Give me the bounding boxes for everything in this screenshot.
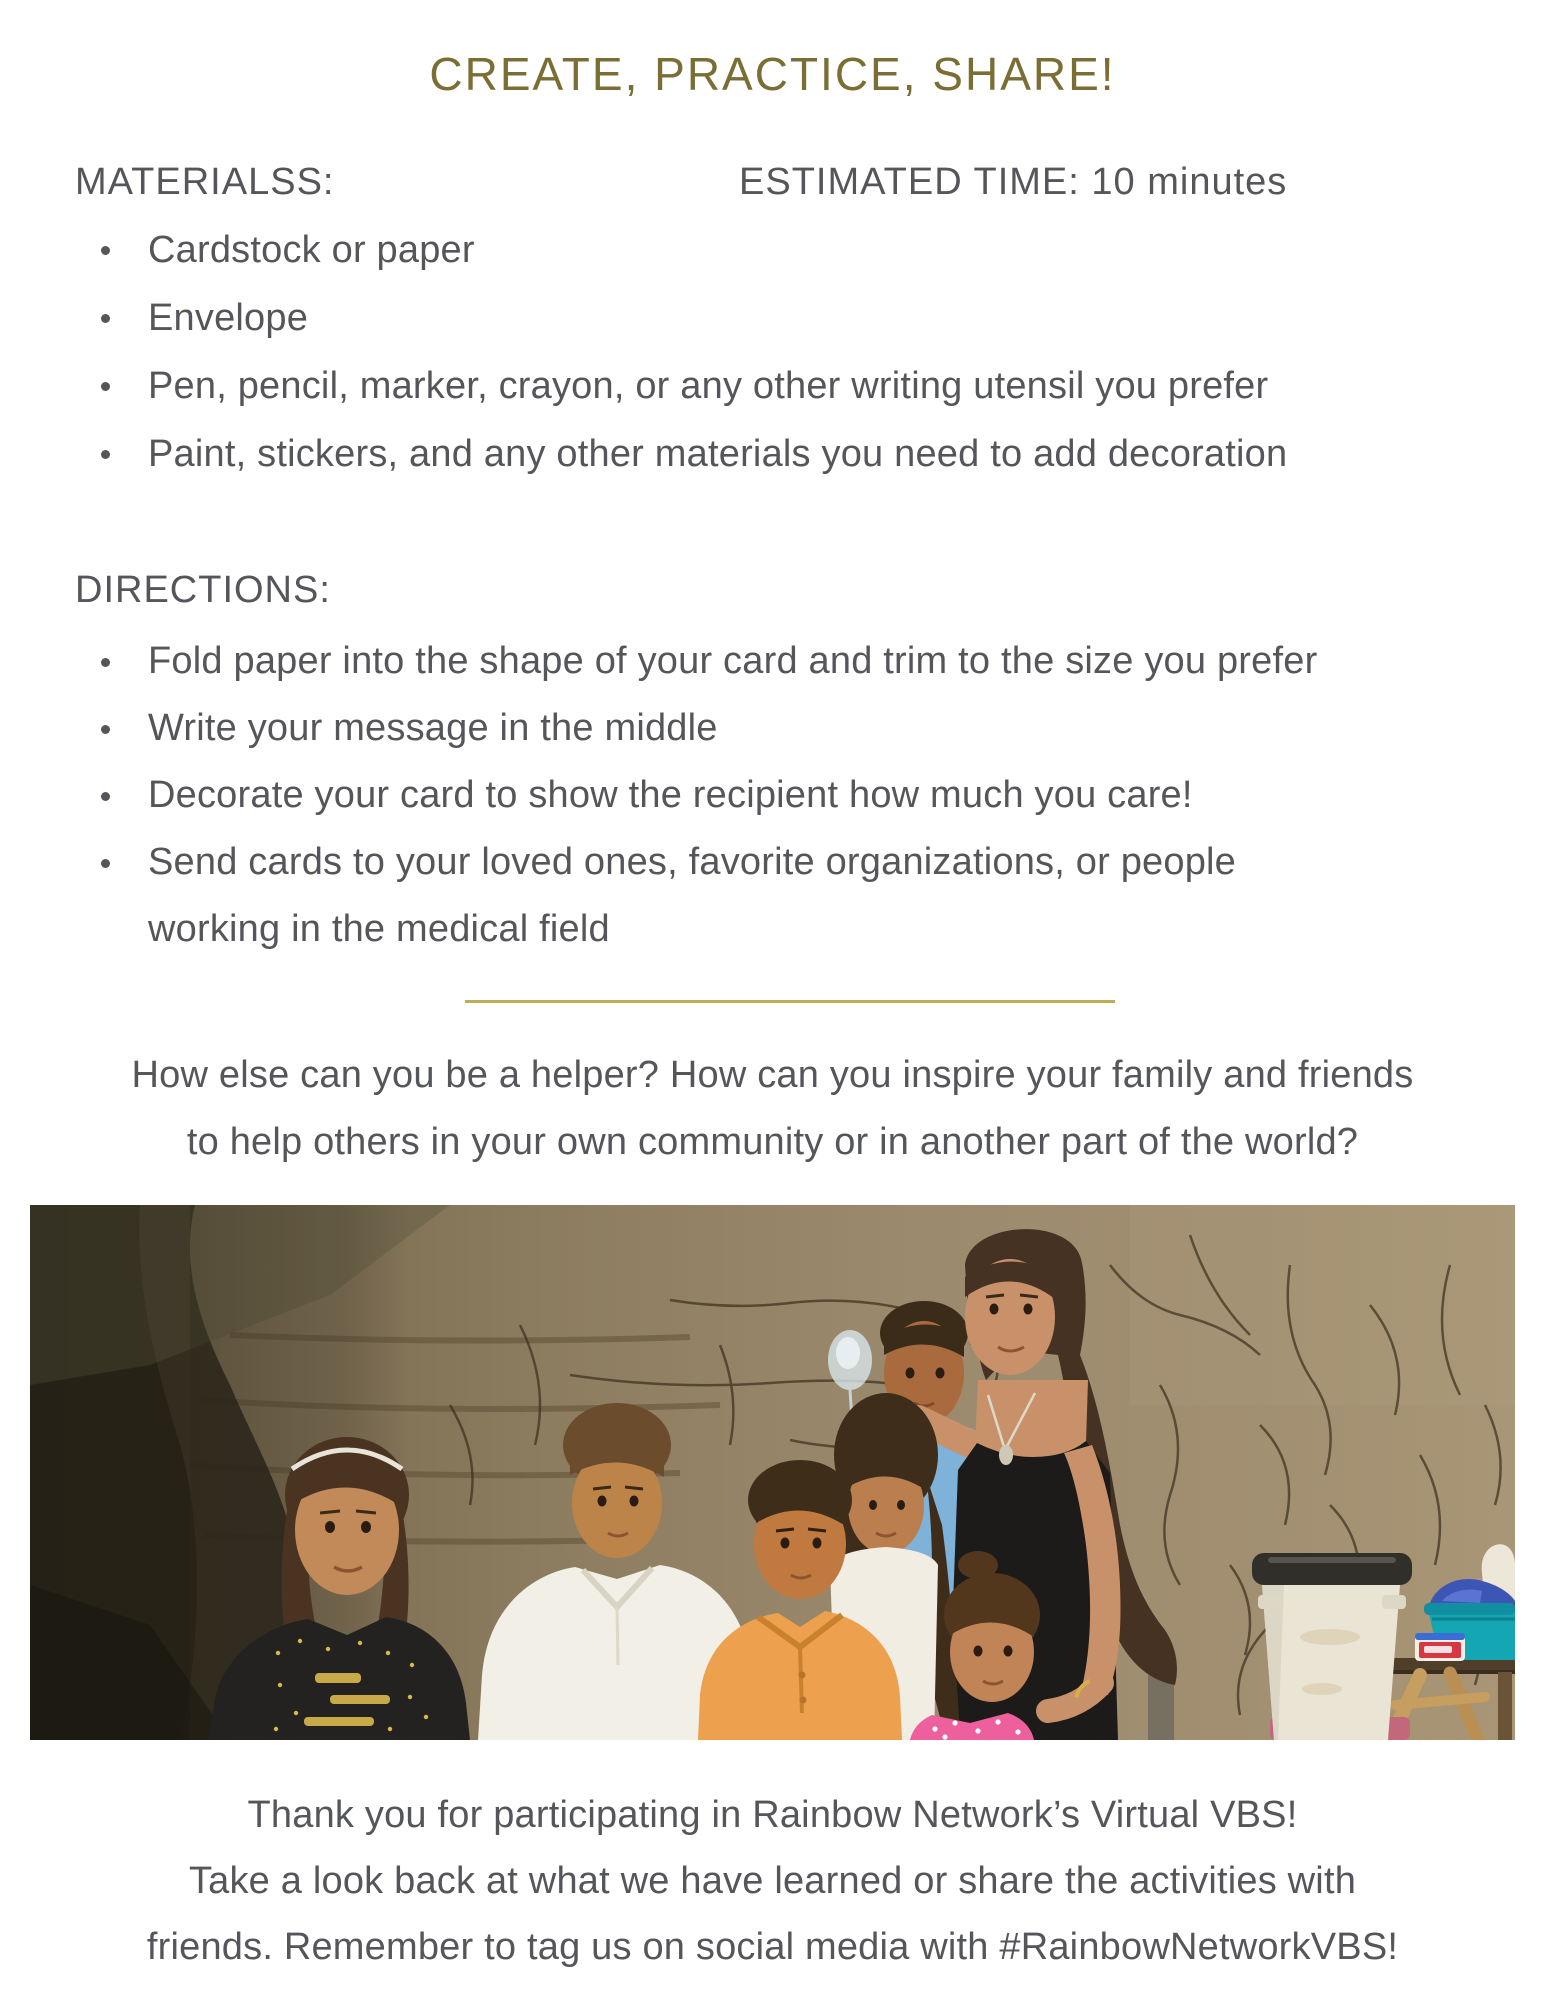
list-item-text: Send cards to your loved ones, favorite organizations, or people working in the medical field	[148, 841, 1237, 950]
soap-tub	[1415, 1633, 1465, 1661]
footer-line: Take a look back at what we have learned or share the activities with	[188, 1860, 1357, 1902]
list-item-text: Pen, pencil, marker, crayon, or any other writing utensil you prefer	[148, 365, 1269, 407]
reflection-text	[0, 1042, 1545, 1176]
materials-list	[75, 216, 1495, 488]
list-item-text: Write your message in the middle	[148, 707, 718, 749]
list-item-text: Cardstock or paper	[148, 229, 475, 271]
list-item	[75, 695, 1495, 762]
bullet-icon	[101, 314, 110, 323]
bullet-icon	[101, 658, 110, 667]
estimated-time-label: ESTIMATED TIME: 10 minutes	[739, 161, 1288, 203]
family-photo	[30, 1205, 1515, 1740]
family-photo-illustration	[30, 1205, 1515, 1740]
list-item	[75, 284, 1495, 352]
footer-text	[0, 1782, 1545, 1980]
list-item-text: Paint, stickers, and any other materials you need to add decoration	[148, 433, 1288, 475]
directions-list	[75, 628, 1495, 963]
bullet-icon	[101, 792, 110, 801]
reflection-line: to help others in your own community or in another part of the world?	[186, 1121, 1359, 1163]
bullet-icon	[101, 246, 110, 255]
list-item-text: Envelope	[148, 297, 309, 339]
list-item-text: Fold paper into the shape of your card and trim to the size you prefer	[148, 640, 1318, 682]
bullet-icon	[101, 450, 110, 459]
directions-heading: DIRECTIONS:	[75, 569, 331, 611]
page-title: CREATE, PRACTICE, SHARE!	[429, 48, 1116, 100]
bullet-icon	[101, 859, 110, 868]
bullet-icon	[101, 382, 110, 391]
list-item	[75, 829, 1495, 963]
list-item	[75, 762, 1495, 829]
list-item	[75, 628, 1495, 695]
footer-line: friends. Remember to tag us on social media with #RainbowNetworkVBS!	[146, 1926, 1399, 1968]
bucket	[1252, 1553, 1412, 1740]
list-item-text: Decorate your card to show the recipient how much you care!	[148, 774, 1193, 816]
list-item	[75, 216, 1495, 284]
footer-line: Thank you for participating in Rainbow Network’s Virtual VBS!	[247, 1794, 1298, 1836]
section-divider	[465, 1000, 1115, 1003]
bullet-icon	[101, 725, 110, 734]
list-item	[75, 420, 1495, 488]
list-item	[75, 352, 1495, 420]
materials-heading: MATERIALSS:	[75, 161, 335, 203]
reflection-line: How else can you be a helper? How can you inspire your family and friends	[131, 1054, 1414, 1096]
